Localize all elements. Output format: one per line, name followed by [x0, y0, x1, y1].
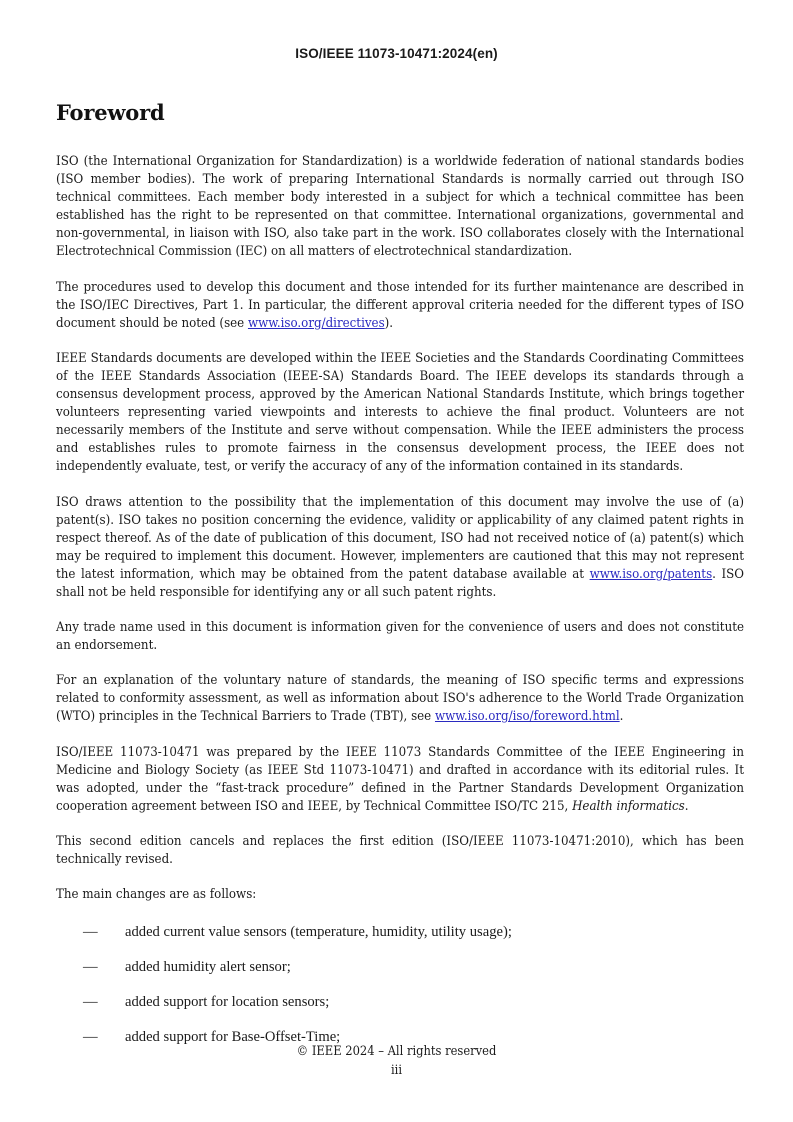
paragraph-voluntary-nature-text-before-link: For an explanation of the voluntary nature of standards, the meaning of ISO specific terms and expressions related to conformity assessment, as well as information about ISO's adherence to the World Trade Organization (WTO) principles in the Technical Barriers to Trade (TBT), see — [56, 673, 744, 725]
list-item — [56, 993, 744, 1012]
link-iso-patents[interactable]: www.iso.org/patents — [589, 566, 713, 582]
page-title: Foreword — [56, 100, 165, 125]
running-header-title: ISO/IEEE 11073-10471:2024(en) — [295, 46, 498, 61]
list-item-label: added current value sensors (temperature, humidity, utility usage); — [125, 924, 512, 941]
paragraph-main-changes-intro: The main changes are as follows: — [56, 887, 257, 903]
page-content — [56, 100, 744, 1063]
link-iso-directives[interactable]: www.iso.org/directives — [247, 315, 385, 331]
em-dash-bullet-icon: — — [83, 959, 98, 976]
paragraph-patents-text-before-link: ISO draws attention to the possibility that the implementation of this document may involve the use of (a) patent(s). ISO takes no position concerning the evidence, validity or applicability of any claimed patent rights in respect thereof. As of the date of publication of this document, ISO had not received notice of (a) patent(s) which may be required to implement this document. However, implementers are cautioned that this may not represent the latest information, which may be obtained from the patent database available at — [56, 494, 744, 582]
em-dash-bullet-icon: — — [83, 924, 98, 941]
paragraph-preparation-text-before-italic: ISO/IEEE 11073-10471 was prepared by the IEEE 11073 Standards Committee of the IEEE Engineering in Medicine and Biology Society (as IEEE Std 11073-10471) and drafted in accordance with its editorial rules. It was adopted, under the “fast-track procedure” defined in the Partner Standards Development Organization cooperation agreement between ISO and IEEE, by Technical Committee ISO/TC 215, — [56, 744, 744, 814]
page-footer — [0, 1043, 793, 1080]
paragraph-iso-introduction: ISO (the International Organization for Standardization) is a worldwide federation of national standards bodies (ISO member bodies). The work of preparing International Standards is normally carried out through ISO technical committees. Each member body interested in a subject for which a technical committee has been established has the right to be represented on that committee. International organizations, governmental and non-governmental, in liaison with ISO, also take part in the work. ISO collaborates closely with the International Electrotechnical Commission (IEC) on all matters of electrotechnical standardization. — [56, 154, 744, 260]
list-item — [56, 958, 744, 977]
paragraph-preparation — [56, 744, 744, 816]
copyright-notice: © IEEE 2024 – All rights reserved — [296, 1044, 497, 1059]
link-iso-foreword[interactable]: www.iso.org/iso/foreword.html — [434, 709, 620, 725]
list-item-label: added support for Base-Offset-Time; — [125, 1029, 341, 1046]
paragraph-voluntary-nature-text-after-link: . — [619, 709, 624, 725]
em-dash-bullet-icon: — — [83, 1029, 98, 1046]
paragraph-preparation-text-after-italic: . — [684, 798, 689, 814]
committee-scope-italic: Health informatics — [572, 798, 685, 814]
em-dash-bullet-icon: — — [83, 994, 98, 1011]
paragraph-trade-name: Any trade name used in this document is information given for the convenience of users and does not constitute an endorsement. — [56, 620, 744, 654]
paragraph-voluntary-nature — [56, 672, 744, 726]
list-item — [56, 923, 744, 942]
change-list — [56, 923, 744, 1047]
paragraph-procedures-text-after-link: ). — [384, 315, 394, 331]
paragraph-second-edition: This second edition cancels and replaces the first edition (ISO/IEEE 11073-10471:2010), which has been technically revised. — [56, 833, 744, 867]
paragraph-ieee-standards: IEEE Standards documents are developed within the IEEE Societies and the Standards Coordinating Committees of the IEEE Standards Association (IEEE-SA) Standards Board. The IEEE develops its standards through a consensus development process, approved by the American National Standards Institute, which brings together volunteers representing varied viewpoints and interests to achieve the final product. Volunteers are not necessarily members of the Institute and serve without compensation. While the IEEE administers the process and establishes rules to promote fairness in the consensus development process, the IEEE does not independently evaluate, test, or verify the accuracy of any of the information contained in its standards. — [56, 350, 744, 475]
page-number: iii — [390, 1063, 403, 1078]
paragraph-patents — [56, 494, 744, 603]
paragraph-procedures — [56, 279, 744, 333]
list-item-label: added humidity alert sensor; — [125, 959, 291, 976]
paragraph-patents-text-after-link: . ISO shall not be held responsible for identifying any or all such patent rights. — [56, 566, 744, 600]
paragraph-procedures-text-before-link: The procedures used to develop this document and those intended for its further maintenance are described in the ISO/IEC Directives, Part 1. In particular, the different approval criteria needed for the different types of ISO document should be noted (see — [56, 279, 744, 331]
list-item-label: added support for location sensors; — [125, 994, 330, 1011]
